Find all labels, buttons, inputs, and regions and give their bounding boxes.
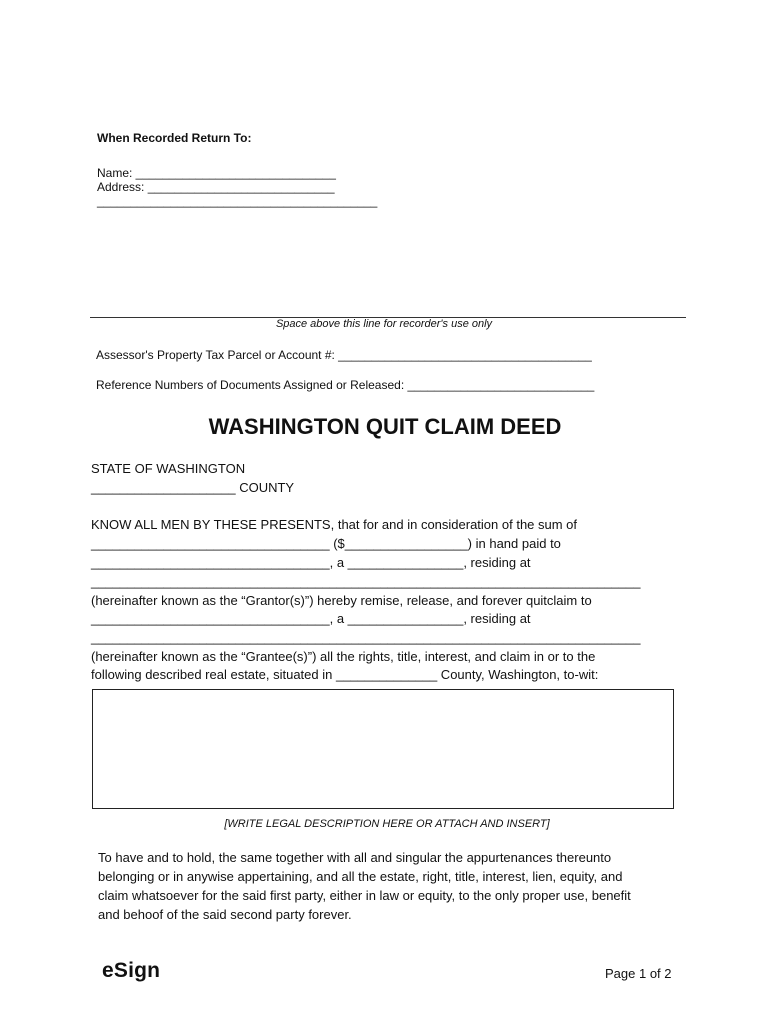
habendum-line-1: To have and to hold, the same together with all and singular the appurtenances thereunto: [98, 850, 612, 865]
address-field-line[interactable]: Address: ____________________________: [97, 180, 335, 194]
habendum-line-2: belonging or in anywise appertaining, and all the estate, right, title, interest, lien, equity, and: [98, 869, 623, 884]
page-number: Page 1 of 2: [605, 966, 672, 981]
body-line-2[interactable]: _________________________________ ($_________________) in hand paid to: [91, 536, 561, 551]
name-field-line[interactable]: Name: ______________________________: [97, 166, 336, 180]
venue-county-line[interactable]: ____________________ COUNTY: [91, 480, 295, 495]
reference-numbers-field[interactable]: Reference Numbers of Documents Assigned or Released: ____________________________: [96, 378, 595, 392]
document-title: WASHINGTON QUIT CLAIM DEED: [208, 414, 562, 439]
body-line-4[interactable]: ____________________________________________________________________________: [91, 574, 641, 589]
body-line-6[interactable]: _________________________________, a ________________, residing at: [91, 611, 531, 626]
legal-description-caption: [WRITE LEGAL DESCRIPTION HERE OR ATTACH AND INSERT]: [224, 818, 550, 830]
esign-logo: eSign: [102, 959, 161, 982]
body-line-1: KNOW ALL MEN BY THESE PRESENTS, that for and in consideration of the sum of: [91, 517, 578, 532]
body-line-7[interactable]: ____________________________________________________________________________: [91, 630, 641, 645]
legal-description-box[interactable]: [92, 689, 674, 809]
venue-state: STATE OF WASHINGTON: [91, 461, 246, 476]
parcel-number-field[interactable]: Assessor's Property Tax Parcel or Account #: ______________________________________: [96, 348, 592, 362]
habendum-line-3: claim whatsoever for the said first party, either in law or equity, to the only proper use, benefit: [98, 888, 631, 903]
body-line-3[interactable]: _________________________________, a ________________, residing at: [91, 555, 531, 570]
address-field-line-2[interactable]: __________________________________________: [97, 194, 378, 208]
habendum-line-4: and behoof of the said second party forever.: [98, 907, 352, 922]
return-to-label: When Recorded Return To:: [97, 131, 252, 145]
body-line-5: (hereinafter known as the “Grantor(s)”) hereby remise, release, and forever quitclaim to: [91, 593, 592, 608]
body-line-8: (hereinafter known as the “Grantee(s)”) all the rights, title, interest, and claim in or to the: [91, 649, 596, 664]
recorder-caption: Space above this line for recorder's use only: [275, 318, 493, 330]
body-line-9[interactable]: following described real estate, situated in ______________ County, Washington, to-wit:: [91, 667, 599, 682]
